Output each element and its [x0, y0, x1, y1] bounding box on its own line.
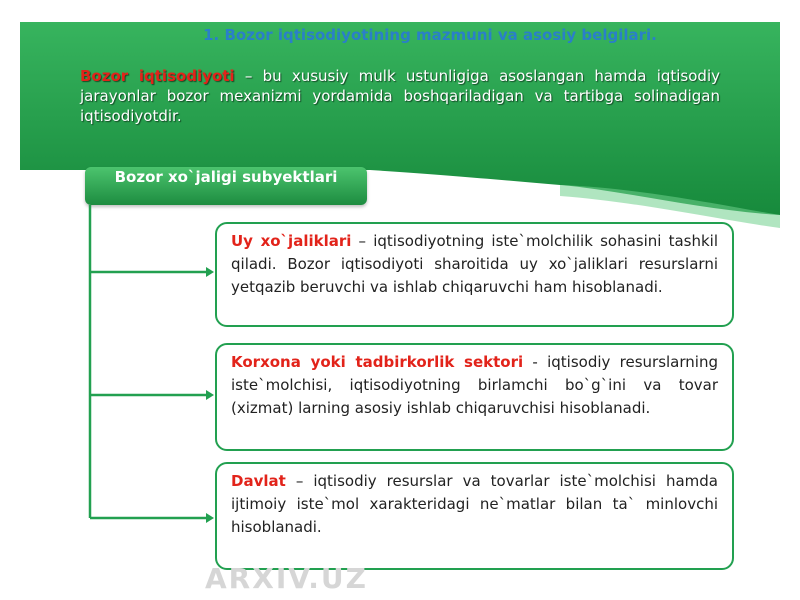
arrow-head-3 [206, 513, 214, 523]
arrow-head-2 [206, 390, 214, 400]
card-term: Uy xo`jaliklari [231, 232, 352, 250]
subjects-header-box: Bozor xo`jaligi subyektlari [85, 167, 367, 205]
slide-title: 1. Bozor iqtisodiyotining mazmuni va asosiy belgilari. [203, 26, 657, 44]
card-households [215, 222, 734, 327]
card-text: – iqtisodiyotning iste`molchilik sohasini tashkil qiladi. Bozor iqtisodiyoti sharoitida uy xo`jaliklari resurslarni yetqazib beruvchi va ishlab chiqaruvchi ham hisoblanadi. [231, 232, 718, 296]
intro-text: – bu xususiy mulk ustunligiga asoslangan hamda iqtisodiy jarayonlar bozor mexanizmi yordamida boshqariladigan va tartibga solinadigan iqtisodiyotdir. [80, 67, 720, 125]
card-term: Korxona yoki tadbirkorlik sektori [231, 353, 524, 371]
card-business-sector [215, 343, 734, 451]
card-term: Davlat [231, 472, 286, 490]
intro-term: Bozor iqtisodiyoti [80, 67, 235, 85]
card-state [215, 462, 734, 570]
card-text: – iqtisodiy resurslar va tovarlar iste`molchisi hamda ijtimoiy iste`mol xarakteridagi ne`matlar bilan ta` minlovchi hisoblanadi. [231, 472, 718, 536]
arrow-head-1 [206, 267, 214, 277]
card-text: - iqtisodiy resurslarning iste`molchisi, iqtisodiyotning birlamchi bo`g`ini va tovar (xizmat) larning asosiy ishlab chiqaruvchisi hisoblanadi. [231, 353, 718, 417]
watermark: ARXIV.UZ [205, 562, 368, 595]
